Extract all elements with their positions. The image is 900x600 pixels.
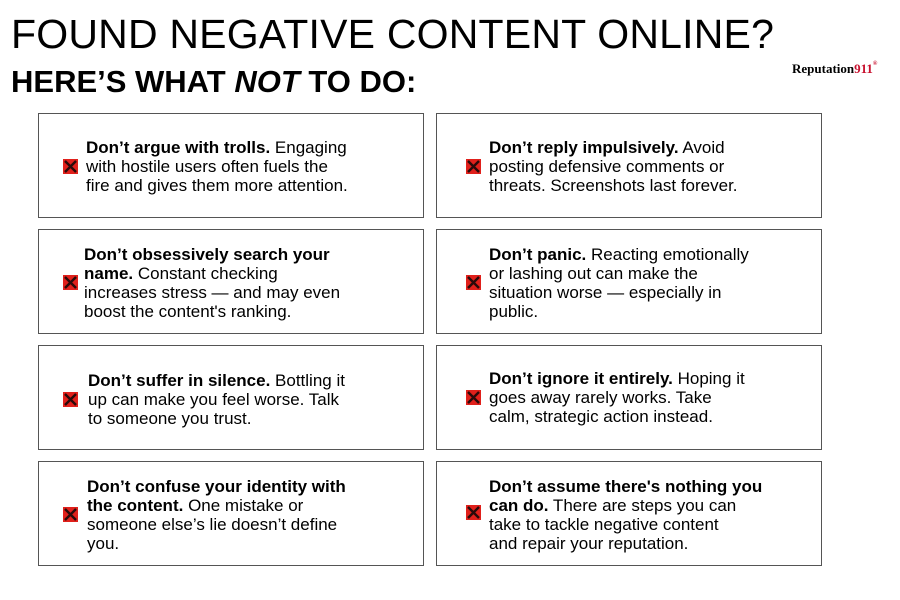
- tip-line: Reacting emotionally: [586, 245, 749, 264]
- tip-heading-cont: name.: [84, 264, 134, 283]
- tip-line: Engaging: [270, 138, 347, 157]
- tip-line: up can make you feel worse. Talk: [88, 390, 340, 409]
- x-mark-icon: [62, 506, 79, 523]
- tip-line: situation worse — especially in: [489, 283, 722, 302]
- logo-word: Reputation: [792, 61, 855, 76]
- x-mark-icon: [62, 274, 79, 291]
- tip-line: One mistake or: [183, 496, 304, 515]
- x-mark-icon: [465, 158, 482, 175]
- tip-text: [489, 138, 738, 195]
- tip-card-panic: [436, 229, 822, 334]
- tip-line: posting defensive comments or: [489, 157, 725, 176]
- tip-line: increases stress — and may even: [84, 283, 341, 302]
- tip-line: Avoid: [678, 138, 725, 157]
- tip-heading: Don’t reply impulsively.: [489, 138, 679, 157]
- tip-heading: Don’t ignore it entirely.: [489, 369, 673, 388]
- tip-card-suffer-silence: [38, 345, 424, 450]
- tip-heading-cont: can do.: [489, 496, 549, 515]
- logo-number: 911: [854, 61, 873, 76]
- tip-text: [489, 477, 762, 553]
- tip-line: There are steps you can: [548, 496, 737, 515]
- tip-text: [489, 245, 749, 321]
- tip-line: to someone you trust.: [88, 409, 252, 428]
- logo-registered-mark: ®: [872, 61, 878, 67]
- tip-heading: Don’t assume there's nothing you: [489, 477, 763, 496]
- x-mark-icon: [62, 158, 79, 175]
- tip-line: you.: [87, 534, 120, 553]
- tip-text: [86, 138, 348, 195]
- tip-card-identity: [38, 461, 424, 566]
- tip-heading-cont: the content.: [87, 496, 184, 515]
- tip-line: fire and gives them more attention.: [86, 176, 348, 195]
- tip-heading: Don’t argue with trolls.: [86, 138, 271, 157]
- tip-heading: Don’t panic.: [489, 245, 587, 264]
- tip-heading: Don’t confuse your identity with: [87, 477, 346, 496]
- tip-card-reply-impulsively: [436, 113, 822, 218]
- tip-text: [87, 477, 346, 553]
- tip-card-search-name: [38, 229, 424, 334]
- tip-card-nothing-to-do: [436, 461, 822, 566]
- tip-heading: Don’t obsessively search your: [84, 245, 330, 264]
- tip-line: Hoping it: [672, 369, 745, 388]
- subtitle-post: TO DO:: [299, 64, 417, 99]
- tip-line: goes away rarely works. Take: [489, 388, 712, 407]
- tip-card-argue-trolls: [38, 113, 424, 218]
- tip-line: or lashing out can make the: [489, 264, 698, 283]
- tip-line: someone else’s lie doesn’t define: [87, 515, 338, 534]
- tip-card-ignore-entirely: [436, 345, 822, 450]
- tip-line: take to tackle negative content: [489, 515, 719, 534]
- subtitle-emphasis: NOT: [234, 64, 300, 99]
- x-mark-icon: [465, 274, 482, 291]
- tip-line: threats. Screenshots last forever.: [489, 176, 738, 195]
- tip-text: [88, 371, 345, 428]
- subtitle-pre: HERE’S WHAT: [11, 64, 235, 99]
- tip-text: [84, 245, 340, 321]
- x-mark-icon: [465, 389, 482, 406]
- x-mark-icon: [62, 391, 79, 408]
- tip-line: and repair your reputation.: [489, 534, 689, 553]
- tip-heading: Don’t suffer in silence.: [88, 371, 271, 390]
- x-mark-icon: [465, 504, 482, 521]
- tip-line: public.: [489, 302, 539, 321]
- brand-logo: [792, 61, 877, 77]
- tip-line: calm, strategic action instead.: [489, 407, 713, 426]
- tip-line: boost the content's ranking.: [84, 302, 292, 321]
- tip-line: Bottling it: [270, 371, 345, 390]
- page-title: FOUND NEGATIVE CONTENT ONLINE?: [11, 11, 775, 57]
- tip-line: Constant checking: [133, 264, 278, 283]
- tip-line: with hostile users often fuels the: [86, 157, 328, 176]
- tip-text: [489, 369, 745, 426]
- page-subtitle: [11, 66, 416, 97]
